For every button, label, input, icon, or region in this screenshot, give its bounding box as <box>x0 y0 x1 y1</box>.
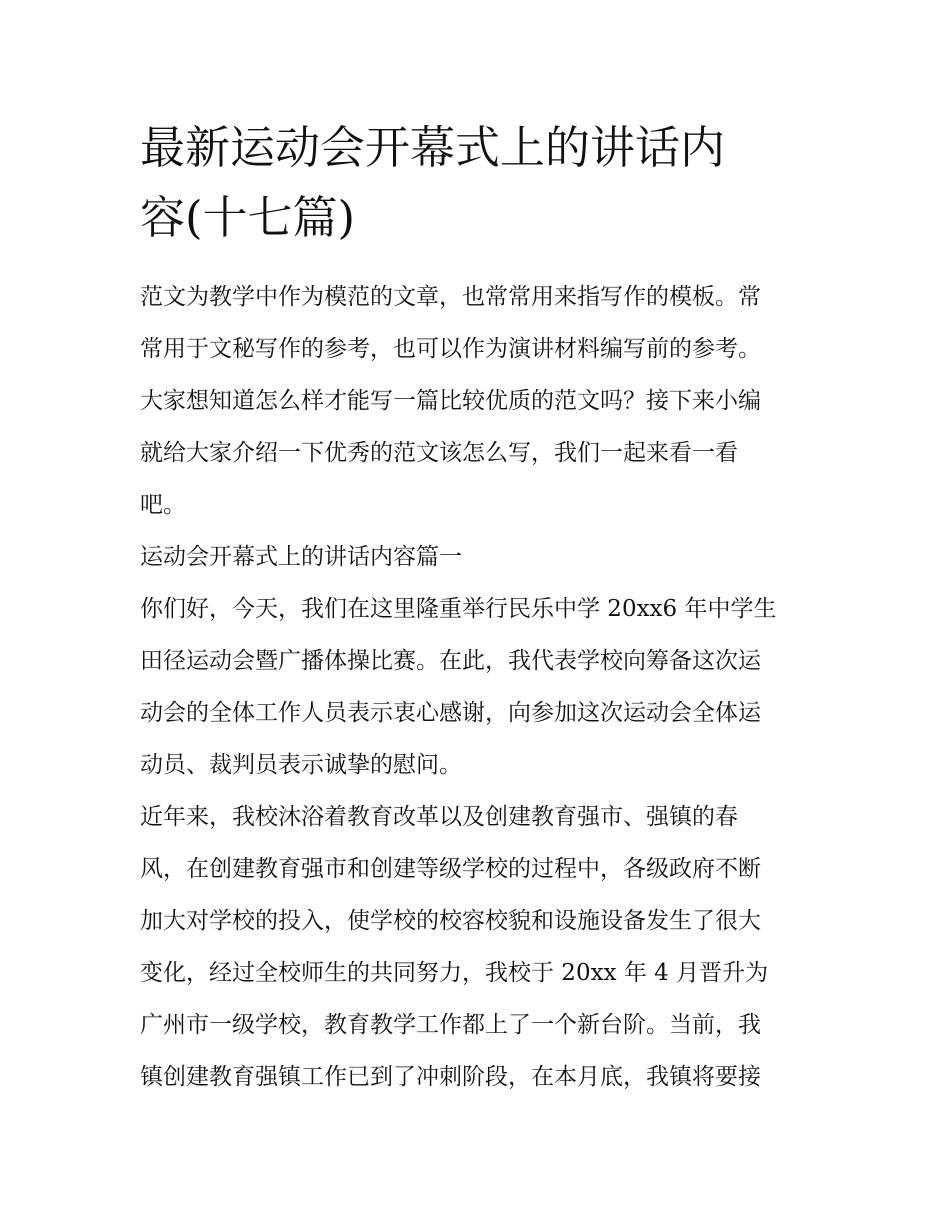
text-line: 田径运动会暨广播体操比赛。在此，我代表学校向筹备这次运 <box>140 648 761 674</box>
body-paragraph <box>140 791 812 1103</box>
greeting-paragraph <box>140 583 812 791</box>
text-line: 范文为教学中作为模范的文章，也常常用来指写作的模板。常 <box>140 284 761 310</box>
text-line: 就给大家介绍一下优秀的范文该怎么写，我们一起来看一看 <box>140 440 738 466</box>
document-title <box>140 113 812 253</box>
title-line: 容(十七篇) <box>140 191 356 244</box>
text-line: 变化，经过全校师生的共同努力，我校于 20xx 年 4 月晋升为 <box>140 960 769 986</box>
text-line: 你们好，今天，我们在这里隆重举行民乐中学 20xx6 年中学生 <box>140 596 777 622</box>
intro-paragraph <box>140 271 812 531</box>
text-line: 风，在创建教育强市和创建等级学校的过程中，各级政府不断 <box>140 856 761 882</box>
text-line: 加大对学校的投入，使学校的校容校貌和设施设备发生了很大 <box>140 908 761 934</box>
text-line: 动会的全体工作人员表示衷心感谢，向参加这次运动会全体运 <box>140 700 761 726</box>
text-line: 动员、裁判员表示诚挚的慰问。 <box>140 752 462 778</box>
text-line: 镇创建教育强镇工作已到了冲刺阶段，在本月底，我镇将要接 <box>140 1064 761 1090</box>
document-content <box>140 113 812 1103</box>
text-line: 运动会开幕式上的讲话内容篇一 <box>140 544 462 570</box>
text-line: 广州市一级学校，教育教学工作都上了一个新台阶。当前，我 <box>140 1012 761 1038</box>
title-line: 最新运动会开幕式上的讲话内 <box>140 121 726 174</box>
section-heading <box>140 531 812 583</box>
text-line: 大家想知道怎么样才能写一篇比较优质的范文吗？接下来小编 <box>140 388 761 414</box>
text-line: 近年来，我校沐浴着教育改革以及创建教育强市、强镇的春 <box>140 804 738 830</box>
text-line: 常用于文秘写作的参考，也可以作为演讲材料编写前的参考。 <box>140 336 761 362</box>
text-line: 吧。 <box>140 492 186 518</box>
